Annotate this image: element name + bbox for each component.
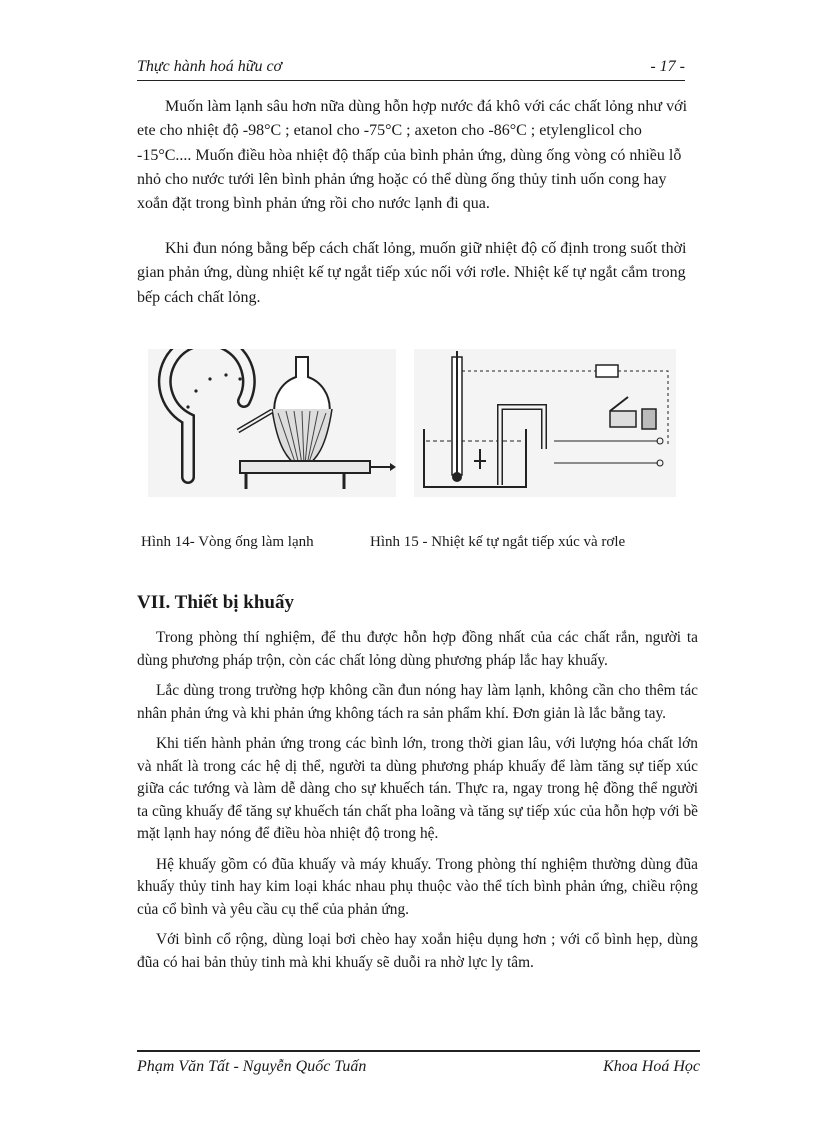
footer-authors: Phạm Văn Tất - Nguyễn Quốc Tuấn	[137, 1058, 367, 1075]
paragraph-cooling	[137, 95, 697, 216]
figure-15-caption: Hình 15 - Nhiệt kế tự ngắt tiếp xúc và rơle	[370, 534, 626, 550]
paragraph: Trong phòng thí nghiệm, để thu được hỗn hợp đồng nhất của các chất rắn, người ta dùng phương pháp trộn, còn các chất lỏng dùng phương pháp lắc hay khuấy.	[137, 629, 698, 669]
figure-15-thermostat-relay	[414, 349, 676, 497]
paragraph: Khi tiến hành phản ứng trong các bình lớn, trong thời gian lâu, với lượng hóa chất lớn và nhất là trong các hệ dị thể, người ta dùng phương pháp khuấy để làm tăng sự tiếp xúc giữa các tướng và làm dễ dàng cho sự khuếch tán. Thực ra, ngay trong hệ đồng thể người ta cũng khuấy để tăng sự khuếch tán chất pha loãng và tăng sự tiếp xúc của hỗn hợp với bề mặt lạnh hay nóng để điều hòa nhiệt độ trong hệ.	[137, 735, 698, 842]
paragraph: Hệ khuấy gồm có đũa khuấy và máy khuấy. Trong phòng thí nghiệm thường dùng đũa khuấy thủy tinh hay kim loại khác nhau phụ thuộc vào thể tích bình phản ứng, chiều rộng của cổ bình và yêu cầu cụ thể của phản ứng.	[137, 855, 698, 918]
header-title: Thực hành hoá hữu cơ	[137, 58, 283, 75]
paragraph: Khi đun nóng bằng bếp cách chất lỏng, muốn giữ nhiệt độ cố định trong suốt thời gian phản ứng, dùng nhiệt kế tự ngắt tiếp xúc nối với rơle. Nhiệt kế tự ngắt cắm trong bếp cách chất lỏng.	[137, 240, 687, 306]
footer-department: Khoa Hoá Học	[603, 1058, 700, 1075]
section-body	[137, 627, 698, 982]
footer-rule	[137, 1050, 700, 1052]
figure-14-caption: Hình 14- Vòng ống làm lạnh	[141, 534, 314, 550]
paragraph-thermostat	[137, 237, 697, 310]
paragraph: Với bình cổ rộng, dùng loại bơi chèo hay xoắn hiệu dụng hơn ; với cổ bình hẹp, dùng đũa có hai bản thủy tinh mà khi khuấy sẽ duỗi ra nhờ lực ly tâm.	[137, 931, 698, 971]
paragraph: Muốn làm lạnh sâu hơn nữa dùng hỗn hợp nước đá khô với các chất lỏng như với ete cho nhiệt độ -98°C ; etanol cho -75°C ; axeton cho -86°C ; etylenglicol cho -15°C.... Muốn điều hòa nhiệt độ thấp của bình phản ứng, dùng ống vòng có nhiều lỗ nhỏ cho nước tưới lên bình phản ứng hoặc có thể dùng ống thủy tinh uốn cong hay xoắn đặt trong bình phản ứng rồi cho nước lạnh đi qua.	[137, 98, 688, 213]
section-heading: VII. Thiết bị khuấy	[137, 592, 294, 613]
figure-14-cooling-ring	[148, 349, 396, 497]
paragraph: Lắc dùng trong trường hợp không cần đun nóng hay làm lạnh, không cần cho thêm tác nhân phản ứng và khi phản ứng không tách ra sản phẩm khí. Đơn giản là lắc bằng tay.	[137, 682, 698, 722]
header-rule	[137, 80, 685, 81]
page-number: - 17 -	[650, 58, 685, 75]
